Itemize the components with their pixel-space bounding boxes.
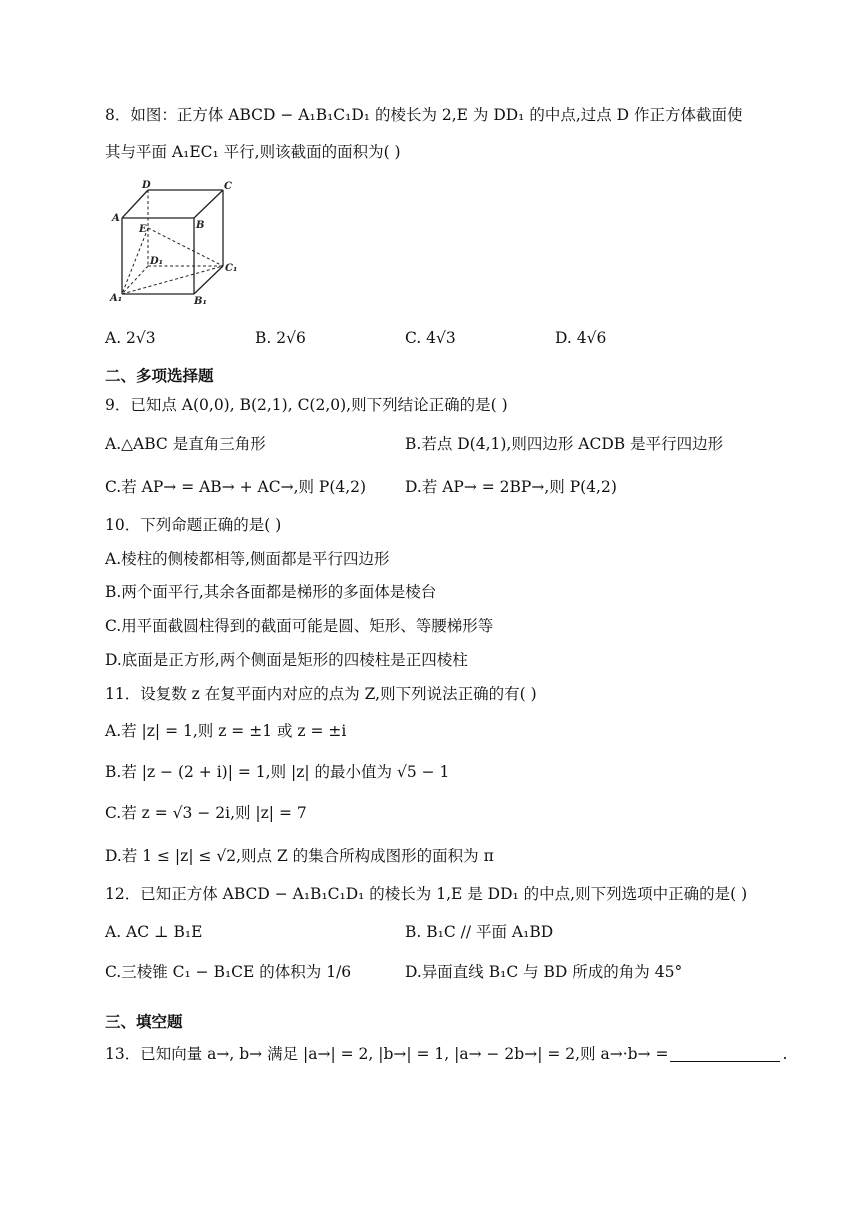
- label-A1: A₁: [110, 293, 123, 304]
- label-B: B: [196, 220, 205, 231]
- q8-option-d: D. 4√6: [555, 329, 607, 347]
- q8-option-a: A. 2√3: [105, 329, 156, 347]
- label-C: C: [224, 181, 232, 192]
- label-C1: C₁: [225, 263, 238, 274]
- q13-answer-blank[interactable]: [670, 1045, 780, 1062]
- section-multiple-choice-heading: 二、多项选择题: [105, 367, 214, 385]
- q11-option-c: C.若 z = √3 − 2i,则 |z| = 7: [105, 804, 307, 822]
- q13-stem: 13．已知向量 a→, b→ 满足 |a→| = 2, |b→| = 1, |a→ − 2b→| = 2,则 a→·b→ =: [105, 1045, 669, 1063]
- q11-option-b: B.若 |z − (2 + i)| = 1,则 |z| 的最小值为 √5 − 1: [105, 763, 450, 781]
- label-D: D: [142, 180, 151, 191]
- q8-option-b: B. 2√6: [255, 329, 306, 347]
- q13-end: .: [782, 1045, 788, 1063]
- q11-option-d: D.若 1 ≤ |z| ≤ √2,则点 Z 的集合所构成图形的面积为 π: [105, 847, 494, 865]
- label-D1: D₁: [150, 256, 164, 267]
- q10-stem: 10．下列命题正确的是( ): [105, 516, 282, 534]
- q8-stem-line2: 其与平面 A₁EC₁ 平行,则该截面的面积为( ): [105, 143, 401, 161]
- q9-option-c: C.若 AP→ = AB→ + AC→,则 P(4,2): [105, 478, 367, 496]
- q9-stem: 9．已知点 A(0,0), B(2,1), C(2,0),则下列结论正确的是( ): [105, 396, 508, 414]
- q12-option-d: D.异面直线 B₁C 与 BD 所成的角为 45°: [405, 963, 683, 981]
- segment-E-A1: [122, 228, 148, 294]
- q13-line: [105, 1043, 787, 1065]
- q11-stem: 11．设复数 z 在复平面内对应的点为 Z,则下列说法正确的有( ): [105, 685, 537, 703]
- edge-A-D: [122, 190, 148, 218]
- q12-option-c: C.三棱锥 C₁ − B₁CE 的体积为 1/6: [105, 963, 352, 981]
- q12-option-b: B. B₁C // 平面 A₁BD: [405, 923, 554, 941]
- q11-option-a: A.若 |z| = 1,则 z = ±1 或 z = ±i: [105, 722, 347, 740]
- q9-option-d: D.若 AP→ = 2BP→,则 P(4,2): [405, 478, 617, 496]
- q10-option-c: C.用平面截圆柱得到的截面可能是圆、矩形、等腰梯形等: [105, 617, 494, 635]
- q12-stem: 12．已知正方体 ABCD − A₁B₁C₁D₁ 的棱长为 1,E 是 DD₁ 的中点,则下列选项中正确的是( ): [105, 885, 748, 903]
- edge-B-C: [194, 190, 223, 218]
- cube-figure: [108, 180, 238, 310]
- q10-option-b: B.两个面平行,其余各面都是梯形的多面体是棱台: [105, 583, 437, 601]
- q8-stem-line1: 8．如图：正方体 ABCD − A₁B₁C₁D₁ 的棱长为 2,E 为 DD₁ 的中点,过点 D 作正方体截面使: [105, 106, 743, 124]
- q8-option-c: C. 4√3: [405, 329, 456, 347]
- label-E: E: [139, 224, 147, 235]
- q12-option-a: A. AC ⊥ B₁E: [105, 923, 203, 941]
- q10-option-a: A.棱柱的侧棱都相等,侧面都是平行四边形: [105, 550, 390, 568]
- q9-option-a: A.△ABC 是直角三角形: [105, 435, 266, 453]
- edge-D1-A1-hidden: [122, 266, 148, 294]
- label-A: A: [112, 213, 120, 224]
- q10-option-d: D.底面是正方形,两个侧面是矩形的四棱柱是正四棱柱: [105, 651, 468, 669]
- label-B1: B₁: [194, 296, 207, 307]
- q9-option-b: B.若点 D(4,1),则四边形 ACDB 是平行四边形: [405, 435, 724, 453]
- section-fill-in-heading: 三、填空题: [105, 1013, 183, 1031]
